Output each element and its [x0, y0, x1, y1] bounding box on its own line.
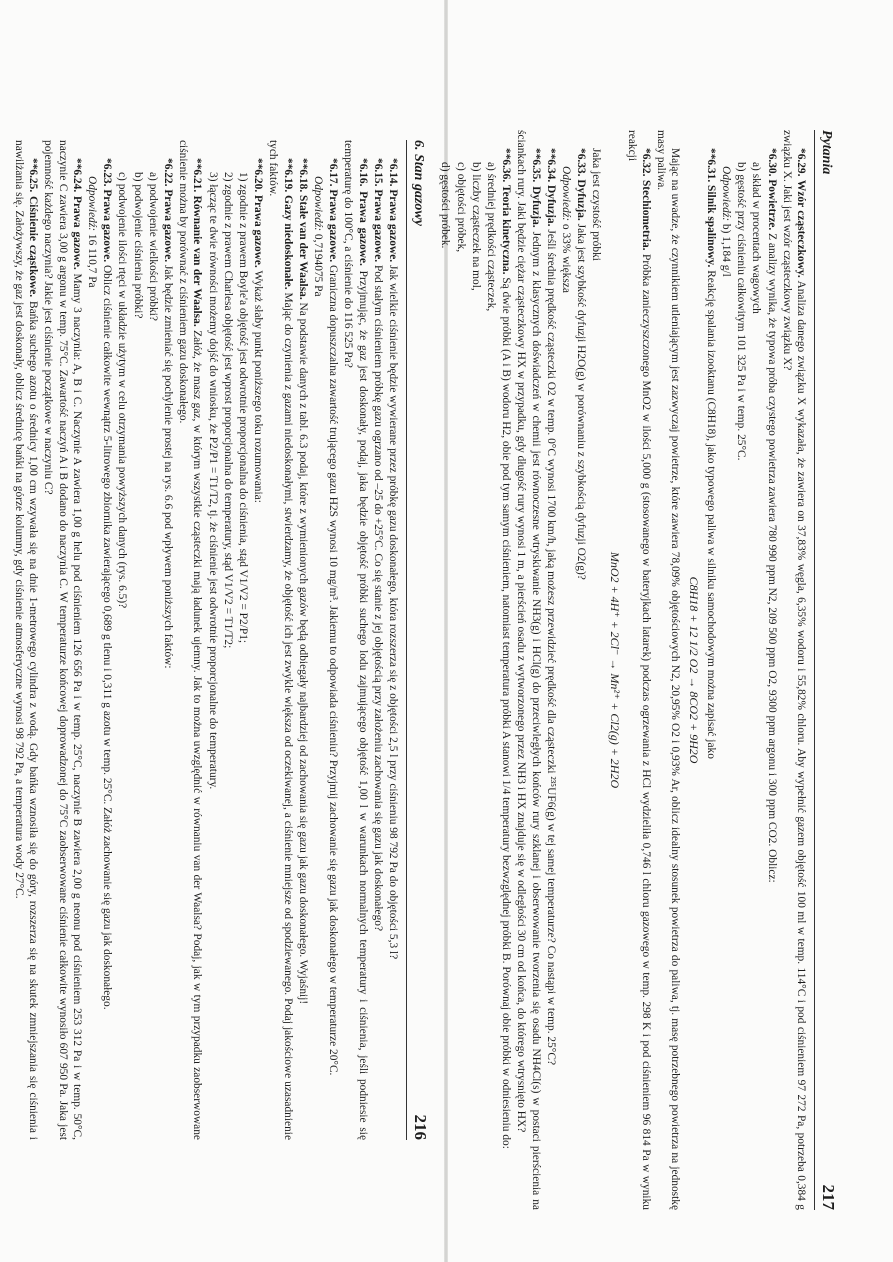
left-page	[10, 140, 430, 1140]
problem-number: **6.34.	[544, 148, 557, 183]
reaction-formula: MnO2 + 4H⁺ + 2Cl⁻ → Mn²⁺ + Cl2(g) + 2H2O	[607, 551, 622, 789]
answer-label: Odpowiedź:	[85, 176, 98, 232]
answer-label: Odpowiedź:	[311, 176, 324, 232]
problem-text: Oblicz ciśnienie całkowite wewnątrz 5-litrowego zbiornika zawierającego 0,689 g tlenu i 0,311 g azotu w temp. 25°C. Załóż zachowanie się gazu jak doskonałego.	[101, 264, 114, 1010]
problem-item	[544, 130, 558, 1210]
right-page	[438, 130, 838, 1210]
problem-text: Jeśli średnia prędkość cząsteczki O2 w temp. 0°C wynosi 1700 km/h, jaką możesz przewidzieć prędkość dla cząsteczki ²³⁵UF6(g) w tej samej temperaturze? Co nastąpi w temp. 25°C?	[544, 229, 557, 1066]
problem-item	[12, 140, 40, 1140]
answer-label: Odpowiedź:	[559, 166, 572, 222]
problem-number: *6.29.	[795, 148, 807, 177]
problem-text: Jednym z klasycznych doświadczeń w chemii jest równoczesne wtryskiwanie NH3(g) i HCl(g) do przeciwległych końców rury szklanej i obserwowanie tworzenia się osadu NH4Cl(s) w postaci pierścienia na ściankach rury. Jaki będzie ciężar cząsteczkowy HX w przypadku, gdy długość rury wynosi 1 m, a pierścień osadu z wytworzonego przez NH3 i HX znajduje się w odległości 30 cm od końca, do którego wtrysnięto HX?	[515, 130, 542, 1210]
running-title: Pytania	[819, 130, 834, 175]
problem-title: Gazy niedoskonałe.	[281, 195, 294, 290]
problem-title: Ciśnienie cząstkowe.	[27, 196, 40, 298]
problem-item	[161, 140, 175, 1140]
sub-item: a) średniej prędkości cząsteczek,	[484, 162, 497, 312]
problem-item	[371, 140, 385, 1140]
reaction-formula: C8H18 + 12 1/2 O2 → 8CO2 + 9H2O	[686, 576, 701, 764]
sub-item: 2) zgodnie z prawem Charlesa objętość jest wprost proporcjonalna do temperatury, stąd V1/V2 = T1/T2;	[221, 172, 234, 649]
problem-title: Równanie van der Waalsa.	[191, 195, 204, 327]
sub-item: 1) zgodnie z prawem Boyle'a objętość jest odwrotnie proporcjonalna do ciśnienia, stąd V1/V2 = P2/P1;	[236, 172, 249, 644]
problem-text: Przyjmując, że gaz jest doskonały, podaj, jaka będzie objętość próbki suchego lodu zajmującego objętość 1,00 l w warunkach normalnych temperatury i ciśnienia, jeśli podniesie się temperaturę do 100°C, a ciśnienie do 116 525 Pa?	[342, 140, 369, 1140]
problem-title: Teoria kinetyczna.	[500, 185, 513, 275]
problem-title: Prawa gazowe.	[371, 189, 384, 263]
problem-number: **6.25.	[27, 158, 40, 193]
problem-number: *6.30.	[765, 148, 778, 177]
page-number: 217	[819, 1184, 838, 1210]
problem-text: Jaka jest szybkość dyfuzji H2O(g) w porównaniu z szybkością dyfuzji O2(g)?	[575, 223, 588, 580]
problem-item	[499, 130, 513, 1210]
problem-number: *6.22.	[161, 158, 174, 187]
answer-line	[311, 140, 325, 1140]
problem-text: Bańka suchego azotu o średnicy 1,00 cm wzywała się na dnie 1-metrowego cylindra z wodą. Gdy bańka wznosiła się do góry, rozszerza się na skutek zmniejszania się ciśnienia i nawilżania się. Założywszy, że gaz jest doskonały, oblicz średnicę bańki na górze kolumny, gdy ciśnienie atmosferyczne wynosi 98 792 Pa, a temperatura wody 27°C.	[12, 140, 40, 1140]
problem-item	[386, 140, 400, 1140]
answer-value: 0,7194075 Pa	[311, 233, 324, 297]
sub-item: b) liczby cząsteczek na mol,	[469, 162, 482, 291]
problem-title: Prawa gazowe.	[356, 191, 369, 266]
left-page-header	[406, 140, 430, 1140]
sub-item: c) objętości próbek,	[454, 162, 467, 253]
sub-item: 3) łącząc te dwie równości możemy dojść do wniosku, że P2/P1 = T1/T2, tj. że ciśnienie jest odwrotnie proporcjonalne do temperatury.	[206, 172, 219, 790]
problem-title: Dyfuzja.	[544, 185, 557, 227]
right-page-header	[814, 130, 838, 1210]
problem-item	[296, 140, 310, 1140]
problem-item	[41, 140, 84, 1140]
page-number: 216	[411, 1114, 430, 1140]
problem-number: **6.21.	[191, 158, 204, 193]
problem-text: Analiza danego związku X wykazała, że zawiera on 37,83% węgla, 6,35% wodoru i 55,82% chloru. Aby wypełnić gazem objętość 100 ml w temp. 114°C i pod ciśnieniem 97 272 Pa, potrzeba 0,384 g związku X. Jaki jest wzór cząsteczkowy związku X?	[780, 130, 807, 1210]
problem-title: Prawa gazowe.	[387, 189, 399, 263]
problem-number: *6.32.	[639, 148, 652, 177]
problem-title: Stałe van der Waalsa.	[296, 195, 309, 300]
problem-title: Powietrze.	[765, 179, 778, 231]
problem-text: Jak będzie zmieniać się pochylenie prostej na rys. 6.6 pod wpływem poniższych faktów:	[161, 264, 174, 669]
sub-item: a) podwojenie wielkości próbki?	[146, 172, 159, 321]
problem-number: **6.19.	[281, 158, 294, 193]
problem-number: **6.20.	[252, 158, 265, 193]
answer-line	[559, 130, 573, 1210]
problem-number: **6.18.	[296, 158, 309, 193]
problem-text: Załóż, że masz gaz, w którym wszystkie cząsteczki mają ładunek ujemny. Jak to można uwzględnić w równaniu van der Waalsa? Podaj, jak w tym przypadku zaobserwowane ciśnienie można by porównać z ciśnieniem gazu doskonałego.	[177, 140, 204, 1140]
problem-item	[514, 130, 542, 1210]
problem-title: Wzór cząsteczkowy.	[795, 179, 807, 278]
problem-number: *6.15.	[371, 158, 384, 187]
problem-text: Wykaż słaby punkt poniższego toku rozumowania:	[252, 270, 265, 503]
problem-number: *6.23.	[101, 158, 114, 187]
answer-value: b) 1,184 g/l	[719, 223, 732, 277]
right-page-body	[438, 130, 808, 1210]
problem-title: Prawa gazowe.	[252, 195, 265, 268]
problem-title: Prawa gazowe.	[70, 196, 83, 270]
answer-value: 16 110,7 Pa	[85, 233, 98, 288]
problem-text: Z analizy wynika, że typowa próba czystego powietrza zawiera 780 990 ppm N2, 209 500 ppm O2, 9300 ppm argonu i 300 ppm CO2. Oblicz:	[765, 233, 778, 883]
problem-item	[574, 130, 588, 1210]
problem-number: **6.31.	[704, 148, 717, 183]
sub-item: d) gęstości próbek.	[439, 162, 452, 249]
problem-title: Prawa gazowe.	[101, 189, 114, 263]
problem-text: Reakcję spalania izooktanu (C8H18), jako typowego paliwa w silniku samochodowym można zapisać jako	[704, 270, 717, 759]
sub-item: b) gęstość przy ciśnieniu całkowitym 101 325 Pa i w temp. 25°C.	[735, 162, 748, 461]
left-page-body	[10, 140, 400, 1140]
problem-item	[266, 140, 294, 1140]
answer-value: o 33% większa	[559, 223, 572, 293]
problem-number: **6.36.	[500, 148, 513, 183]
problem-text: Są dwie próbki (A i B) wodoru H2, obie pod tym samym ciśnieniem, natomiast temperatura próbki A stanowi 1/4 temperatury bezwzględnej próbki B. Porównaj obie próbki w odniesieniu do:	[500, 277, 513, 1149]
problem-text: Próbka zanieczyszczonego MnO2 w ilości 5,000 g (stosowanego w bateryjkach latarek) podczas ogrzewania z HCl wydzieliła 0,746 l chloru gazowego w temp. 298 K i pod ciśnieniem 96 814 Pa w wyniku reakcji	[625, 130, 652, 1210]
paragraph: Jaka jest czystość próbki	[590, 148, 603, 261]
problem-number: *6.16.	[356, 158, 369, 187]
answer-label: Odpowiedź:	[719, 166, 732, 222]
problem-item	[10, 140, 11, 1140]
problem-item	[764, 130, 778, 1210]
problem-item	[780, 130, 808, 1210]
problem-title: Prawa gazowe.	[327, 189, 340, 263]
problem-number: **6.35.	[529, 148, 542, 183]
problem-text: Na podstawie danych z tabl. 6.3 podaj, które z wymienionych gazów będą odbiegały najbardziej od zachowania się gazu jak gazu doskonałego. Wyjaśnij!	[296, 302, 309, 1005]
problem-text: Jak wielkie ciśnienie będzie wywierane przez próbkę gazu doskonałego, która rozszerza się z objętości 2,5 l przy ciśnieniu 98 792 Pa do objętości 5,3 l?	[387, 264, 399, 960]
paragraph: Mając na uwadze, że czynnikiem utleniającym jest zazwyczaj powietrze, które zawiera 78,09% objętościowych N2, 20,95% O2 i 0,93% Ar, oblicz idealny stosunek powietrza do paliwa, tj. masę potrzebnego powietrza na jednostkę masy paliwa.	[655, 130, 682, 1210]
sub-item: c) podwojenie ilości rtęci w układzie użytym w celu otrzymania powyższych danych (rys. 6.5)?	[116, 172, 129, 609]
problem-text: Pod stałym ciśnieniem próbkę gazu ogrzano od –25 do +25°C. Co się stanie z jej objętością przy założeniu zachowania się gazu jak doskonałego?	[371, 264, 384, 932]
problem-item	[100, 140, 114, 1140]
problem-number: *6.33.	[575, 148, 588, 177]
problem-text: Mamy 3 naczynia: A, B i C. Naczynie A zawiera 1,00 g helu pod ciśnieniem 126 656 Pa i w temp. 25°C, naczynie B zawiera 2,00 g neonu pod ciśnieniem 253 312 Pa i w temp. 50°C, naczynie C zawiera 3,00 g argonu w temp. 75°C. Zawartość naczyń A i B dodano do naczynia C. W temperaturze końcowej doprowadzonej do 75°C zaobserwowane ciśnienie całkowite wynosiło 607 950 Pa. Jaka jest pojemność każdego naczynia? Jakie jest ciśnienie początkowe w naczyniu C?	[42, 140, 83, 1140]
problem-title: Silnik spalinowy.	[704, 185, 717, 268]
problem-title: Dyfuzja.	[529, 186, 542, 228]
sub-item: a) skład w procentach wagowych	[750, 162, 763, 314]
problem-number: **6.24.	[70, 158, 83, 193]
problem-number: *6.17.	[327, 158, 340, 187]
sub-item: b) podwojenie ciśnienia próbki?	[131, 172, 144, 319]
problem-item	[326, 140, 340, 1140]
answer-line	[85, 140, 99, 1140]
problem-text: Mając do czynienia z gazami niedoskonałymi, stwierdzamy, że objętość ich jest zwykle większa od oczekiwanej, a ciśnienie mniejsze od spodziewanego. Podaj jakościowe uzasadnienie tych faktów.	[267, 140, 294, 1140]
problem-item	[176, 140, 204, 1140]
problem-title: Stechiometria.	[639, 179, 652, 251]
problem-item	[625, 130, 653, 1210]
answer-line	[719, 130, 733, 1210]
problem-title: Dyfuzja.	[575, 179, 588, 221]
problem-item	[251, 140, 265, 1140]
problem-number: *6.14.	[387, 158, 399, 187]
problem-item	[341, 140, 369, 1140]
problem-item	[704, 130, 718, 1210]
problem-text: Graniczna dopuszczalna zawartość trującego gazu H2S wynosi 10 mg/m³. Jakiemu to odpowiada ciśnieniu? Przyjmij zachowanie się gazu jak doskonałego w temperaturze 20°C.	[327, 264, 340, 1076]
problem-title: Prawa gazowe.	[161, 189, 174, 263]
running-title: 6. Stan gazowy	[411, 140, 426, 226]
